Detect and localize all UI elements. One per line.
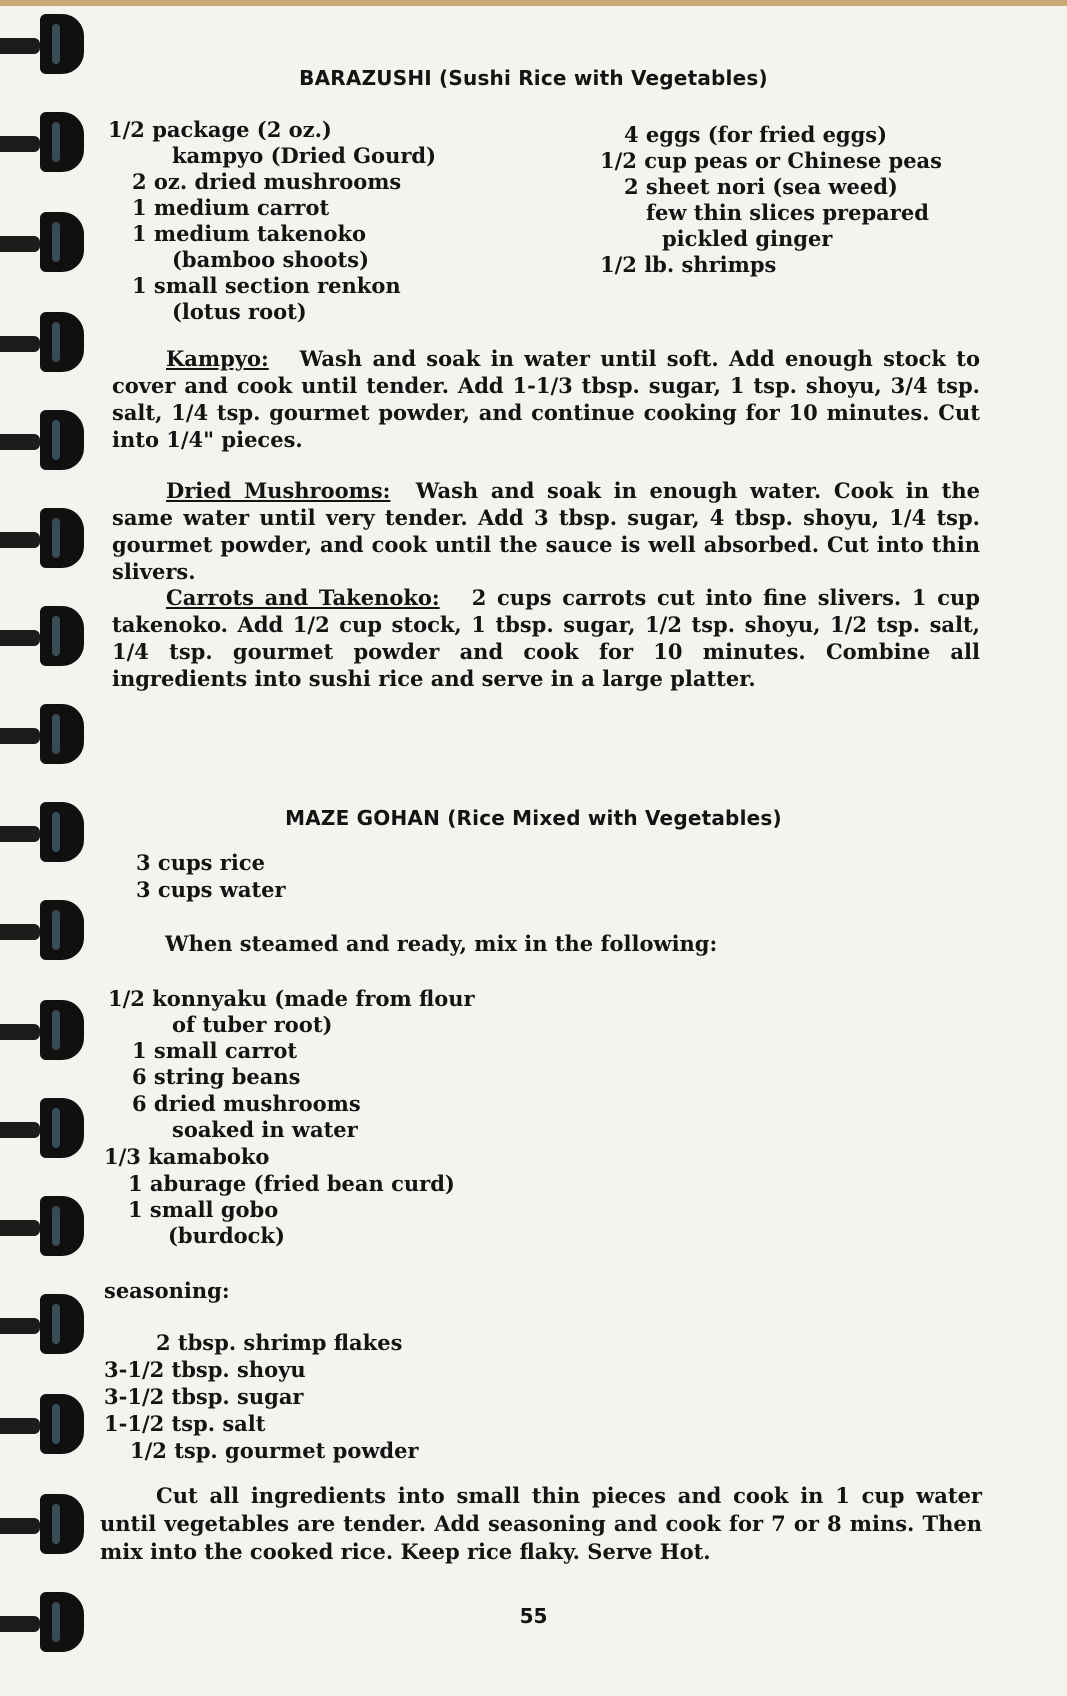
step-text: 2 cups carrots cut into fine slivers. 1 cup takenoko. Add 1/2 cup stock, 1 tbsp. sugar, 1/2 tsp. shoyu, 1/2 tsp. salt, 1/4 tsp. gourmet powder and cook for 10 minutes. Combine all ingredients into sushi rice and serve in a large platter. [112, 585, 980, 691]
step-text: Wash and soak in enough water. Cook in the same water until very tender. Add 3 tbsp. sugar, 4 tbsp. shoyu, 1/4 tsp. gourmet powder, and cook until the sauce is well absorbed. Cut into thin slivers. [112, 478, 981, 584]
ingredient-line: few thin slices prepared [646, 200, 929, 225]
ingredient-line: 3 cups rice [136, 850, 265, 875]
binding-ring [0, 606, 88, 668]
ingredient-line: 1/2 cup peas or Chinese peas [600, 148, 942, 173]
binding-ring [0, 900, 88, 962]
ingredient-line: kampyo (Dried Gourd) [172, 143, 437, 168]
maze-gohan-method: Cut all ingredients into small thin pieces and cook in 1 cup water until vegetables are tender. Add seasoning and cook for 7 or 8 mins. Then mix into the cooked rice. Keep rice flaky. Serve Hot. [100, 1483, 982, 1564]
seasoning-line: 1-1/2 tsp. salt [104, 1411, 266, 1436]
mix-instruction: When steamed and ready, mix in the following: [165, 931, 718, 956]
seasoning-line: 3-1/2 tbsp. shoyu [104, 1357, 306, 1382]
ingredient-line: pickled ginger [662, 226, 833, 251]
seasoning-label: seasoning: [104, 1278, 230, 1303]
ingredient-line: 1/2 lb. shrimps [600, 252, 777, 277]
ingredient-line: soaked in water [172, 1117, 358, 1142]
binding-ring [0, 1098, 88, 1160]
ingredient-line: 1/2 konnyaku (made from flour [108, 986, 475, 1011]
ingredient-line: 1 medium takenoko [132, 221, 367, 246]
binding-ring [0, 410, 88, 472]
binding-ring [0, 704, 88, 766]
step-kampyo [112, 345, 980, 453]
ingredient-line: 1 aburage (fried bean curd) [128, 1171, 455, 1196]
seasoning-line: 3-1/2 tbsp. sugar [104, 1384, 304, 1409]
binding-ring [0, 312, 88, 374]
ingredient-line: 1 medium carrot [132, 195, 330, 220]
ingredient-line: 1/3 kamaboko [104, 1144, 270, 1169]
binding-ring [0, 212, 88, 274]
binding-ring [0, 1000, 88, 1062]
seasoning-line: 1/2 tsp. gourmet powder [130, 1438, 419, 1463]
recipe-title-barazushi: BARAZUSHI (Sushi Rice with Vegetables) [299, 66, 768, 90]
page-top-edge [0, 0, 1067, 6]
step-dried-mushrooms [112, 477, 980, 585]
binding-ring [0, 1196, 88, 1258]
binding-ring [0, 508, 88, 570]
ingredient-line: 1 small gobo [128, 1197, 279, 1222]
ingredient-line: (burdock) [168, 1223, 285, 1248]
seasoning-line: 2 tbsp. shrimp flakes [156, 1330, 403, 1355]
ingredient-line: of tuber root) [172, 1012, 333, 1037]
ingredient-line: 3 cups water [136, 877, 286, 902]
ingredient-line: 2 oz. dried mushrooms [132, 169, 402, 194]
ingredient-line: (lotus root) [172, 299, 307, 324]
ingredient-line: 1 small carrot [132, 1038, 298, 1063]
step-label: Kampyo: [166, 346, 269, 371]
step-label: Dried Mushrooms: [166, 478, 391, 503]
ingredient-line: 6 string beans [132, 1064, 301, 1089]
step-label: Carrots and Takenoko: [166, 585, 440, 610]
step-text: Wash and soak in water until soft. Add enough stock to cover and cook until tender. Add 1-1/3 tbsp. sugar, 1 tsp. shoyu, 3/4 tsp. salt, 1/4 tsp. gourmet powder, and continue cooking for 10 minutes. Cut into 1/4" pieces. [112, 346, 980, 452]
binding-ring [0, 1394, 88, 1456]
binding-ring [0, 1494, 88, 1556]
ingredient-line: 1/2 package (2 oz.) [108, 117, 332, 142]
step-carrots-takenoko [112, 584, 980, 692]
page-number: 55 [519, 1604, 548, 1628]
binding-ring [0, 1294, 88, 1356]
binding-ring [0, 112, 88, 174]
ingredient-line: 1 small section renkon [132, 273, 401, 298]
ingredient-line: 2 sheet nori (sea weed) [624, 174, 898, 199]
ingredient-line: 6 dried mushrooms [132, 1091, 361, 1116]
recipe-title-maze-gohan: MAZE GOHAN (Rice Mixed with Vegetables) [285, 806, 782, 830]
ingredient-line: (bamboo shoots) [172, 247, 370, 272]
spiral-binding [0, 0, 92, 1696]
ingredient-line: 4 eggs (for fried eggs) [624, 122, 888, 147]
